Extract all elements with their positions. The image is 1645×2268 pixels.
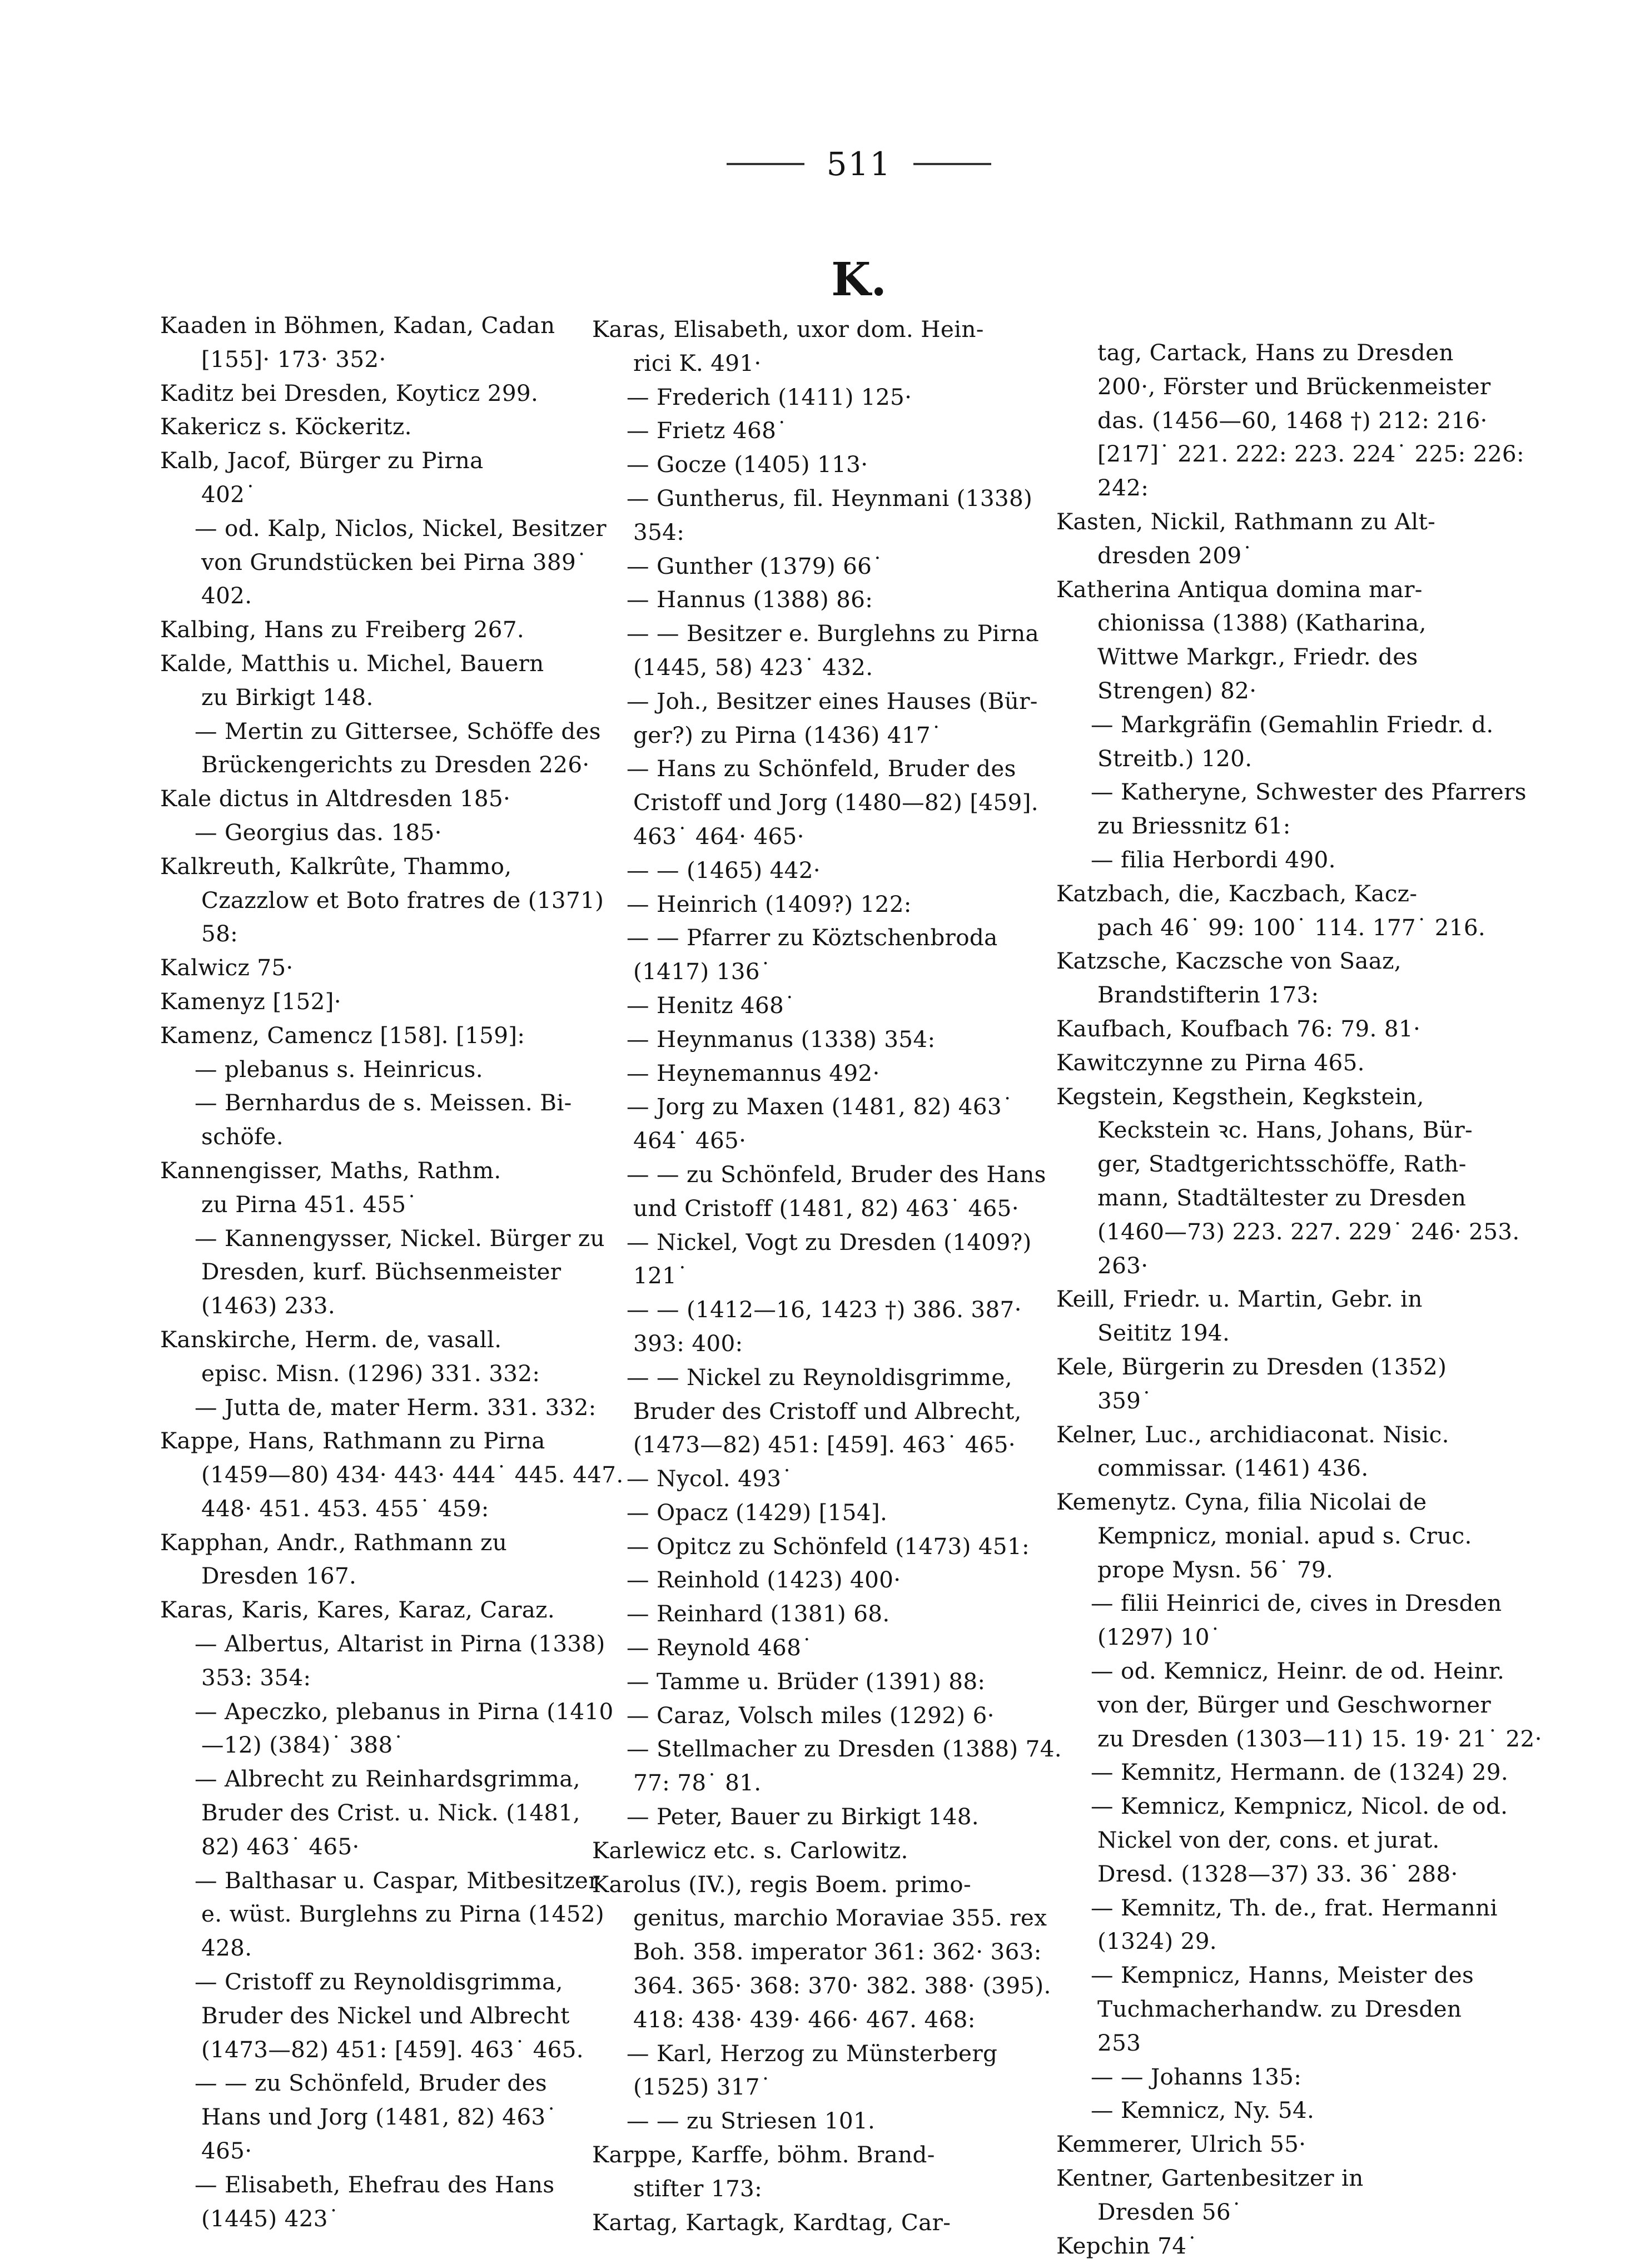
index-subentry: — Guntherus, fil. Heynmani (1338) — [627, 484, 1033, 512]
index-entry-head: Kalkreuth, Kalkrûte, Thammo, — [160, 852, 512, 880]
index-entry-head: Kanskirche, Herm. de, vasall. — [160, 1326, 502, 1353]
index-entry-continuation: (1459—80) 434· 443· 444˙ 445. 447. — [201, 1461, 624, 1488]
index-subentry: — Albertus, Altarist in Pirna (1338) — [195, 1630, 605, 1657]
index-entry-head: Kapphan, Andr., Rathmann zu — [160, 1528, 508, 1556]
index-entry-continuation: Streitb.) 120. — [1097, 745, 1253, 772]
index-column-1 — [160, 309, 624, 2235]
index-entry-continuation: —12) (384)˙ 388˙ — [201, 1731, 405, 1759]
index-entry-head: Kele, Bürgerin zu Dresden (1352) — [1056, 1353, 1447, 1380]
index-subentry: — Kemnitz, Th. de., frat. Hermanni — [1091, 1894, 1498, 1921]
index-entry-head: Katzsche, Kaczsche von Saaz, — [1056, 947, 1402, 975]
index-entry-continuation: ger, Stadtgerichtsschöffe, Rath- — [1097, 1150, 1467, 1178]
index-subentry: — Kemnitz, Hermann. de (1324) 29. — [1091, 1759, 1509, 1786]
index-entry-continuation: von der, Bürger und Geschworner — [1097, 1691, 1492, 1718]
index-subentry: — Markgräfin (Gemahlin Friedr. d. — [1091, 711, 1494, 738]
index-subentry: — Reinhold (1423) 400· — [627, 1566, 901, 1594]
index-entry-continuation: das. (1456—60, 1468 †) 212: 216· — [1097, 406, 1488, 434]
index-subentry: — — zu Striesen 101. — [627, 2107, 876, 2135]
index-subentry: — Heynemannus 492· — [627, 1059, 880, 1086]
index-entry-continuation: (1297) 10˙ — [1097, 1624, 1221, 1651]
index-entry-continuation: zu Pirna 451. 455˙ — [201, 1190, 418, 1218]
index-entry-head: Kaufbach, Koufbach 76: 79. 81· — [1056, 1015, 1421, 1042]
index-entry-continuation: 359˙ — [1097, 1387, 1152, 1414]
index-subentry: — Kemnicz, Ny. 54. — [1091, 2097, 1315, 2124]
index-entry-head: Kaditz bei Dresden, Koyticz 299. — [160, 379, 539, 406]
index-subentry: — Jorg zu Maxen (1481, 82) 463˙ — [627, 1093, 1013, 1120]
index-entry-head: Kamenz, Camencz [158]. [159]: — [160, 1021, 525, 1049]
index-subentry: — Gunther (1379) 66˙ — [627, 552, 883, 579]
index-entry-continuation: Dresden, kurf. Büchsenmeister — [201, 1258, 561, 1286]
index-entry-continuation: (1445) 423˙ — [201, 2205, 340, 2232]
index-subentry: — Balthasar u. Caspar, Mitbesitzer — [195, 1867, 599, 1894]
index-entry-continuation: genitus, marchio Moraviae 355. rex — [633, 1904, 1047, 1932]
index-subentry: — Jutta de, mater Herm. 331. 332: — [195, 1393, 597, 1421]
index-entry-continuation: Bruder des Nickel und Albrecht — [201, 2002, 570, 2029]
index-subentry: — — (1412—16, 1423 †) 386. 387· — [627, 1296, 1022, 1323]
index-subentry: — Gocze (1405) 113· — [627, 451, 868, 478]
index-entry-continuation: dresden 209˙ — [1097, 542, 1254, 569]
index-entry-continuation: 402. — [201, 582, 252, 609]
index-entry-continuation: 402˙ — [201, 480, 256, 508]
index-subentry: — Nickel, Vogt zu Dresden (1409?) — [627, 1228, 1032, 1255]
index-subentry: — Stellmacher zu Dresden (1388) 74. — [627, 1735, 1062, 1763]
index-entry-continuation: 464˙ 465· — [633, 1127, 747, 1154]
index-entry-continuation: Czazzlow et Boto fratres de (1371) — [201, 886, 604, 914]
index-entry-head: Karppe, Karffe, böhm. Brand- — [592, 2141, 935, 2168]
index-entry-head: Karlewicz etc. s. Carlowitz. — [592, 1837, 908, 1864]
index-subentry: — Reynold 468˙ — [627, 1634, 813, 1661]
header-rule-right — [913, 163, 991, 165]
index-subentry: — Apeczko, plebanus in Pirna (1410 — [195, 1698, 614, 1725]
index-entry-continuation: 121˙ — [633, 1262, 688, 1289]
index-entry-continuation: 354: — [633, 518, 685, 545]
index-entry-continuation: schöfe. — [201, 1123, 284, 1150]
index-entry-continuation: prope Mysn. 56˙ 79. — [1097, 1556, 1334, 1583]
index-subentry: — Cristoff zu Reynoldisgrimma, — [195, 1968, 563, 1996]
index-entry-continuation: rici K. 491· — [633, 349, 762, 376]
index-entry-continuation: stifter 173: — [633, 2175, 763, 2202]
index-subentry: — — zu Schönfeld, Bruder des — [195, 2070, 548, 2097]
index-entry-continuation: 77: 78˙ 81. — [633, 1769, 762, 1796]
index-entry-head: Kemmerer, Ulrich 55· — [1056, 2131, 1306, 2158]
index-subentry: — Karl, Herzog zu Münsterberg — [627, 2039, 998, 2067]
index-entry-head: Kalbing, Hans zu Freiberg 267. — [160, 616, 525, 643]
index-entry-continuation: Brandstifterin 173: — [1097, 981, 1319, 1009]
index-entry-continuation: [217]˙ 221. 222: 223. 224˙ 225: 226: — [1097, 440, 1524, 468]
index-entry-continuation: (1417) 136˙ — [633, 958, 772, 985]
index-entry-continuation: 463˙ 464· 465· — [633, 822, 804, 850]
index-entry-continuation: Wittwe Markgr., Friedr. des — [1097, 643, 1418, 671]
index-entry-continuation: Hans und Jorg (1481, 82) 463˙ — [201, 2103, 558, 2131]
index-subentry: — Nycol. 493˙ — [627, 1465, 793, 1492]
index-entry-head: Kawitczynne zu Pirna 465. — [1056, 1049, 1365, 1076]
index-entry-head: Kalb, Jacof, Bürger zu Pirna — [160, 447, 484, 474]
index-entry-continuation: Bruder des Cristoff und Albrecht, — [633, 1397, 1022, 1425]
index-column-3 — [1056, 336, 1542, 2262]
index-subentry: — Henitz 468˙ — [627, 991, 796, 1019]
index-entry-continuation: Dresd. (1328—37) 33. 36˙ 288· — [1097, 1860, 1458, 1887]
index-entry-continuation: Dresden 56˙ — [1097, 2198, 1243, 2225]
index-subentry: — Heynmanus (1338) 354: — [627, 1025, 936, 1053]
index-subentry: — od. Kemnicz, Heinr. de od. Heinr. — [1091, 1657, 1505, 1685]
index-entry-continuation: e. wüst. Burglehns zu Pirna (1452) — [201, 1900, 604, 1928]
index-entry-continuation: (1473—82) 451: [459]. 463˙ 465. — [201, 2036, 584, 2063]
index-subentry: — filia Herbordi 490. — [1091, 846, 1336, 873]
index-subentry: — Caraz, Volsch miles (1292) 6· — [627, 1701, 995, 1729]
index-entry-continuation: episc. Misn. (1296) 331. 332: — [201, 1359, 540, 1387]
index-entry-continuation: 364. 365· 368: 370· 382. 388· (395). — [633, 1972, 1051, 1999]
index-entry-continuation: von Grundstücken bei Pirna 389˙ — [201, 548, 588, 575]
index-entry-continuation: Bruder des Crist. u. Nick. (1481, — [201, 1799, 580, 1827]
index-entry-head: Kasten, Nickil, Rathmann zu Alt- — [1056, 508, 1436, 535]
index-entry-continuation: 418: 438· 439· 466· 467. 468: — [633, 2006, 976, 2033]
index-subentry: — — Nickel zu Reynoldisgrimme, — [627, 1363, 1012, 1391]
index-entry-head: Kale dictus in Altdresden 185· — [160, 785, 511, 812]
index-entry-head: Keill, Friedr. u. Martin, Gebr. in — [1056, 1286, 1423, 1313]
index-entry-head: Kalwicz 75· — [160, 954, 294, 981]
index-subentry: — od. Kalp, Niclos, Nickel, Besitzer — [195, 514, 607, 542]
index-subentry: — Kannengysser, Nickel. Bürger zu — [195, 1224, 605, 1252]
index-entry-continuation: commissar. (1461) 436. — [1097, 1455, 1369, 1482]
index-subentry: — Joh., Besitzer eines Hauses (Bür- — [627, 687, 1038, 714]
index-subentry: — Tamme u. Brüder (1391) 88: — [627, 1667, 986, 1695]
index-subentry: — Kempnicz, Hanns, Meister des — [1091, 1962, 1474, 1989]
index-entry-head: Kartag, Kartagk, Kardtag, Car- — [592, 2209, 951, 2236]
index-subentry: — plebanus s. Heinricus. — [195, 1055, 483, 1083]
index-entry-continuation: 263· — [1097, 1252, 1149, 1279]
index-entry-continuation: Cristoff und Jorg (1480—82) [459]. — [633, 789, 1038, 816]
index-entry-continuation: 448· 451. 453. 455˙ 459: — [201, 1495, 489, 1522]
index-entry-continuation: zu Briessnitz 61: — [1097, 812, 1291, 840]
index-subentry: — Mertin zu Gittersee, Schöffe des — [195, 717, 601, 745]
index-subentry: — filii Heinrici de, cives in Dresden — [1091, 1590, 1502, 1617]
index-entry-continuation: Tuchmacherhandw. zu Dresden — [1097, 1996, 1462, 2023]
index-subentry: — Bernhardus de s. Meissen. Bi- — [195, 1089, 572, 1116]
index-entry-continuation: 253 — [1097, 2029, 1141, 2056]
index-entry-head: Kemenytz. Cyna, filia Nicolai de — [1056, 1488, 1427, 1516]
page-number: 511 — [826, 145, 892, 183]
index-entry-head: Kappe, Hans, Rathmann zu Pirna — [160, 1427, 545, 1455]
index-entry-continuation: zu Dresden (1303—11) 15. 19· 21˙ 22· — [1097, 1725, 1542, 1752]
index-entry-head: Kelner, Luc., archidiaconat. Nisic. — [1056, 1421, 1449, 1448]
index-subentry: — Heinrich (1409?) 122: — [627, 890, 912, 917]
index-subentry: — Frietz 468˙ — [627, 417, 788, 444]
index-entry-continuation: Dresden 167. — [201, 1562, 357, 1590]
index-subentry: — Reinhard (1381) 68. — [627, 1600, 890, 1627]
index-entry-head: Kepchin 74˙ — [1056, 2232, 1198, 2259]
index-entry-continuation: (1463) 233. — [201, 1292, 336, 1319]
index-entry-continuation: Kempnicz, monial. apud s. Cruc. — [1097, 1522, 1472, 1549]
index-entry-continuation: Brückengerichts zu Dresden 226· — [201, 751, 590, 778]
index-subentry: — Hans zu Schönfeld, Bruder des — [627, 755, 1016, 782]
index-subentry: — Kemnicz, Kempnicz, Nicol. de od. — [1091, 1793, 1508, 1820]
index-entry-head: Katherina Antiqua domina mar- — [1056, 575, 1423, 603]
index-entry-head: Kalde, Matthis u. Michel, Bauern — [160, 649, 544, 677]
index-entry-continuation: (1324) 29. — [1097, 1928, 1217, 1955]
index-subentry: — Elisabeth, Ehefrau des Hans — [195, 2171, 555, 2198]
index-entry-continuation: 82) 463˙ 465· — [201, 1833, 360, 1860]
index-entry-continuation: pach 46˙ 99: 100˙ 114. 177˙ 216. — [1097, 914, 1486, 941]
index-entry-continuation: 393: 400: — [633, 1329, 743, 1357]
index-entry-head: Karas, Elisabeth, uxor dom. Hein- — [592, 316, 984, 343]
section-letter: K. — [831, 253, 887, 306]
index-entry-continuation: tag, Cartack, Hans zu Dresden — [1097, 339, 1454, 366]
index-entry-continuation: Strengen) 82· — [1097, 677, 1257, 704]
index-entry-head: Kentner, Gartenbesitzer in — [1056, 2165, 1364, 2192]
index-entry-continuation: Keckstein ꝛc. Hans, Johans, Bür- — [1097, 1116, 1473, 1144]
index-entry-head: Kamenyz [152]· — [160, 987, 341, 1015]
index-column-2 — [592, 312, 1062, 2239]
index-entry-continuation: zu Birkigt 148. — [201, 683, 374, 711]
index-entry-continuation: (1445, 58) 423˙ 432. — [633, 653, 873, 681]
index-entry-continuation: 58: — [201, 920, 238, 947]
index-entry-continuation: 200·, Förster und Brückenmeister — [1097, 373, 1491, 400]
index-entry-continuation: [155]· 173· 352· — [201, 345, 386, 373]
index-subentry: — — zu Schönfeld, Bruder des Hans — [627, 1160, 1046, 1188]
index-entry-continuation: (1473—82) 451: [459]. 463˙ 465· — [633, 1431, 1016, 1458]
index-entry-continuation: und Cristoff (1481, 82) 463˙ 465· — [633, 1194, 1019, 1222]
index-subentry: — Katheryne, Schwester des Pfarrers — [1091, 778, 1527, 806]
index-subentry: — — Besitzer e. Burglehns zu Pirna — [627, 620, 1039, 647]
index-entry-continuation: Seititz 194. — [1097, 1319, 1230, 1347]
header-rule-left — [727, 163, 804, 165]
index-subentry: — — (1465) 442· — [627, 856, 821, 884]
index-entry-head: Kannengisser, Maths, Rathm. — [160, 1157, 501, 1184]
index-subentry: — Albrecht zu Reinhardsgrimma, — [195, 1765, 580, 1793]
index-entry-head: Karas, Karis, Kares, Karaz, Caraz. — [160, 1596, 555, 1624]
index-entry-continuation: 353: 354: — [201, 1664, 311, 1691]
index-entry-continuation: (1525) 317˙ — [633, 2073, 772, 2101]
index-subentry: — Frederich (1411) 125· — [627, 383, 912, 410]
index-subentry: — — Pfarrer zu Köztschenbroda — [627, 924, 998, 951]
index-subentry: — Hannus (1388) 86: — [627, 586, 873, 613]
index-subentry: — — Johanns 135: — [1091, 2063, 1302, 2090]
index-subentry: — Georgius das. 185· — [195, 818, 442, 846]
index-entry-continuation: Nickel von der, cons. et jurat. — [1097, 1827, 1440, 1854]
index-entry-continuation: 465· — [201, 2137, 252, 2165]
index-entry-continuation: ger?) zu Pirna (1436) 417˙ — [633, 721, 942, 748]
index-entry-continuation: mann, Stadtältester zu Dresden — [1097, 1184, 1467, 1211]
index-entry-continuation: Boh. 358. imperator 361: 362· 363: — [633, 1938, 1042, 1966]
index-entry-head: Kaaden in Böhmen, Kadan, Cadan — [160, 312, 555, 339]
index-entry-continuation: (1460—73) 223. 227. 229˙ 246· 253. — [1097, 1218, 1520, 1245]
index-entry-continuation: chionissa (1388) (Katharina, — [1097, 609, 1427, 637]
index-entry-head: Kakericz s. Köckeritz. — [160, 413, 412, 440]
index-entry-head: Kegstein, Kegsthein, Kegkstein, — [1056, 1083, 1424, 1110]
index-subentry: — Peter, Bauer zu Birkigt 148. — [627, 1803, 979, 1830]
index-entry-continuation: 428. — [201, 1934, 252, 1962]
index-entry-head: Karolus (IV.), regis Boem. primo- — [592, 1870, 971, 1898]
index-entry-continuation: 242: — [1097, 474, 1149, 502]
index-subentry: — Opitcz zu Schönfeld (1473) 451: — [627, 1532, 1030, 1560]
page-header — [709, 133, 1009, 195]
index-entry-head: Katzbach, die, Kaczbach, Kacz- — [1056, 880, 1418, 907]
index-subentry: — Opacz (1429) [154]. — [627, 1498, 888, 1526]
